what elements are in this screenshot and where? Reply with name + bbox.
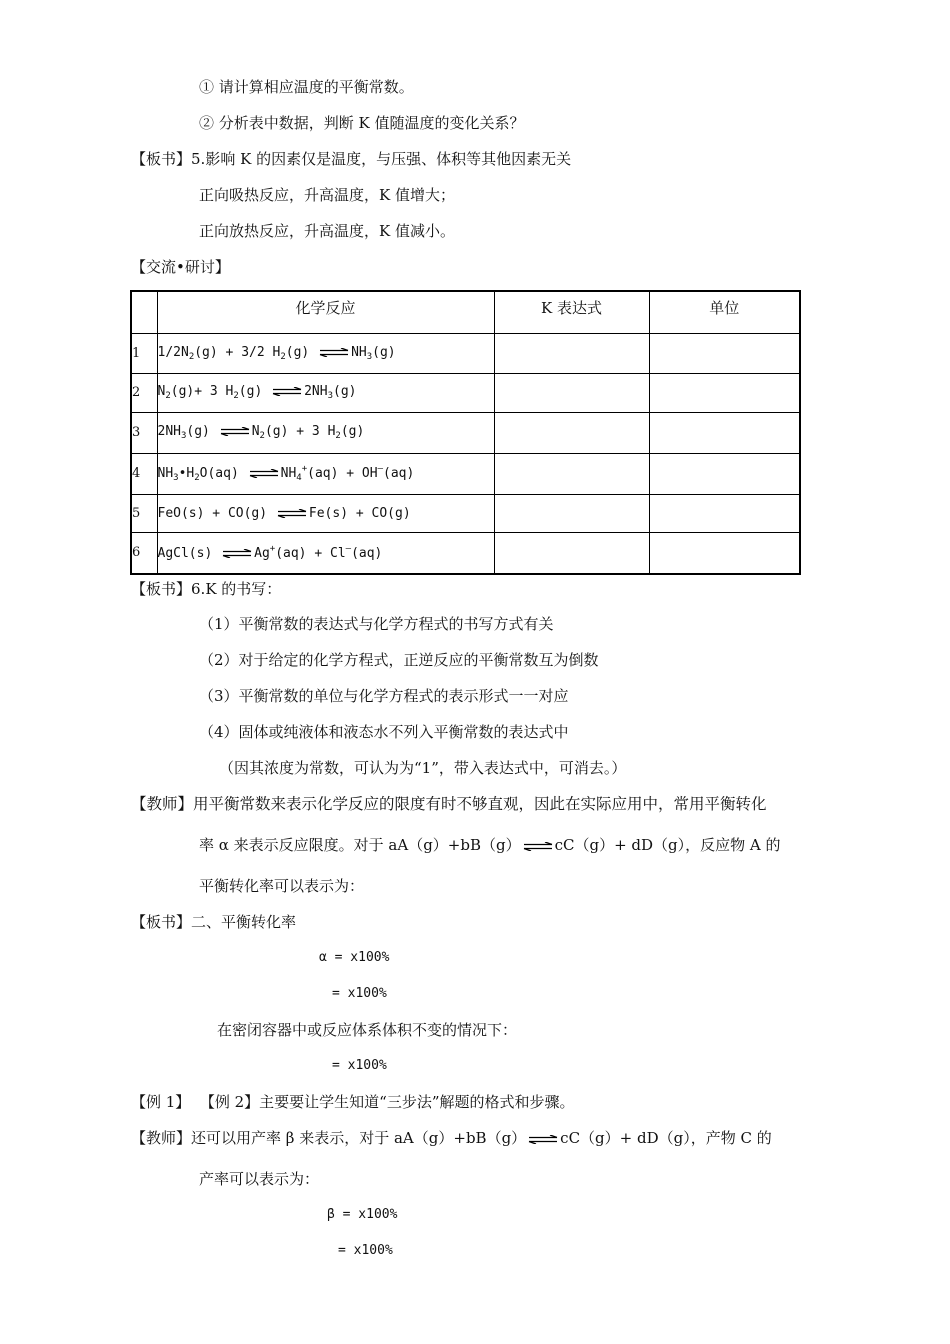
teacher-tag: 【教师】 [131,1129,192,1147]
section-2-title: 二、平衡转化率 [191,913,297,931]
unit-cell[interactable] [649,412,800,453]
teacher-tag: 【教师】 [131,795,194,813]
products: Ag+(aq) + Cl—(aq) [254,544,383,562]
k-expression-cell[interactable] [494,333,649,373]
board-note-5 [131,149,571,169]
k-expression-cell[interactable] [494,373,649,412]
conversion-formula-2: = x100% [332,986,387,1001]
k-expression-cell[interactable] [494,453,649,494]
board-tag: 【板书】 [131,580,192,598]
teacher-line-3: 平衡转化率可以表示为： [199,877,365,895]
unit-cell[interactable] [649,373,800,412]
products: Fe(s) + CO(g) [308,505,411,521]
board-note-5-text: 5.影响 K 的因素仅是温度，与压强、体积等其他因素无关 [191,150,572,168]
yield-formula-2: = x100% [338,1243,393,1258]
unit-cell[interactable] [649,494,800,532]
equilibrium-arrow-icon [528,1135,558,1144]
board-tag: 【板书】 [131,150,192,168]
reaction-equation [157,373,494,412]
teacher-line-2-end: cC（g）+ dD（g），反应物 A 的 [554,836,781,854]
row-number: 3 [131,412,157,453]
teacher2-line-1-end: cC（g）+ dD（g），产物 C 的 [560,1129,772,1147]
row-number: 5 [131,494,157,532]
products: $2NH_3(g)$ [304,384,357,401]
table-row [131,494,800,532]
closed-container-note: 在密闭容器中或反应体系体积不变的情况下： [217,1021,518,1039]
reactants: $N_2(g)+ 3$ $H_2(g)$ [157,384,263,401]
reactants: FeO(s) + CO(g) [157,505,268,521]
table-row [131,453,800,494]
discussion-heading: 【交流•研讨】 [131,258,230,276]
example-1-tag: 【例 1】 [131,1093,191,1111]
equilibrium-arrow-icon [523,842,553,851]
k-expression-cell[interactable] [494,532,649,574]
reaction-equation [157,453,494,494]
reaction-equation [157,532,494,574]
rule-item-4: （4）固体或纯液体和液态水不列入平衡常数的表达式中 [199,723,569,741]
teacher2-line-1-start: 还可以用产率 β 来表示，对于 aA（g）+bB（g） [191,1129,527,1147]
products: $N_2(g) + 3$ $H_2(g)$ [251,424,365,441]
exothermic-rule: 正向放热反应，升高温度，K 值减小。 [199,222,455,240]
teacher2-line-2: 产率可以表示为： [199,1170,320,1188]
row-number: 4 [131,453,157,494]
unit-cell[interactable] [649,453,800,494]
reaction-equation [157,494,494,532]
teacher-paragraph-1 [131,794,767,814]
row-number: 1 [131,333,157,373]
board-note-6-title: 6.K 的书写： [191,580,282,598]
equilibrium-arrow-icon [272,387,302,396]
header-index [131,291,157,333]
rule-item-2: （2）对于给定的化学方程式，正逆反应的平衡常数互为倒数 [199,651,599,669]
equilibrium-arrow-icon [220,427,250,436]
header-reaction: 化学反应 [157,291,494,333]
table-row [131,532,800,574]
rule-note: （因其浓度为常数，可认为为“1”，带入表达式中，可消去。） [219,759,627,777]
reaction-equation [157,412,494,453]
board-note-6 [131,579,281,599]
unit-cell[interactable] [649,532,800,574]
table-row [131,333,800,373]
rule-item-1: （1）平衡常数的表达式与化学方程式的书写方式有关 [199,615,554,633]
products: $NH_3(g)$ [351,344,396,362]
example-text: 主要要让学生知道“三步法”解题的格式和步骤。 [259,1093,575,1111]
reaction-equation [157,333,494,373]
k-expression-cell[interactable] [494,412,649,453]
row-number: 6 [131,532,157,574]
reactants: $1/2N_2(g) + 3/2$ $H_2(g)$ [157,344,310,362]
equilibrium-arrow-icon [249,469,279,478]
equilibrium-constant-table [130,290,801,575]
conversion-formula-1: α = x100% [319,950,390,965]
header-k-expression: K 表达式 [494,291,649,333]
teacher-paragraph-2 [131,1128,772,1148]
example-line [131,1092,575,1112]
rule-item-3: （3）平衡常数的单位与化学方程式的表示形式一一对应 [199,687,569,705]
yield-formula-1: β = x100% [327,1207,398,1222]
equilibrium-arrow-icon [222,549,252,558]
row-number: 2 [131,373,157,412]
endothermic-rule: 正向吸热反应，升高温度，K 值增大； [199,186,455,204]
table-header-row [131,291,800,333]
example-2-tag: 【例 2】 [199,1093,260,1111]
unit-cell[interactable] [649,333,800,373]
equilibrium-arrow-icon [277,509,307,518]
board-section-2 [131,912,296,932]
header-unit: 单位 [649,291,800,333]
reactants: $NH_3•H_2O(aq)$ [157,466,239,483]
question-1: ① 请计算相应温度的平衡常数。 [199,78,414,96]
table-row [131,373,800,412]
products: $NH_4^+(aq) + OH^—(aq)$ [280,464,415,483]
conversion-formula-3: = x100% [332,1058,387,1073]
equilibrium-arrow-icon [319,348,349,357]
reactants: $2NH_3(g)$ [157,424,210,441]
reactants: AgCl(s) [157,546,213,562]
teacher-line-2-start: 率 α 来表示反应限度。对于 aA（g）+bB（g） [199,836,521,854]
k-expression-cell[interactable] [494,494,649,532]
teacher-line-1: 用平衡常数来表示化学反应的限度有时不够直观，因此在实际应用中，常用平衡转化 [193,795,767,813]
teacher-line-2 [199,835,781,855]
board-tag: 【板书】 [131,913,192,931]
question-2: ② 分析表中数据，判断 K 值随温度的变化关系？ [199,114,525,132]
table-row [131,412,800,453]
